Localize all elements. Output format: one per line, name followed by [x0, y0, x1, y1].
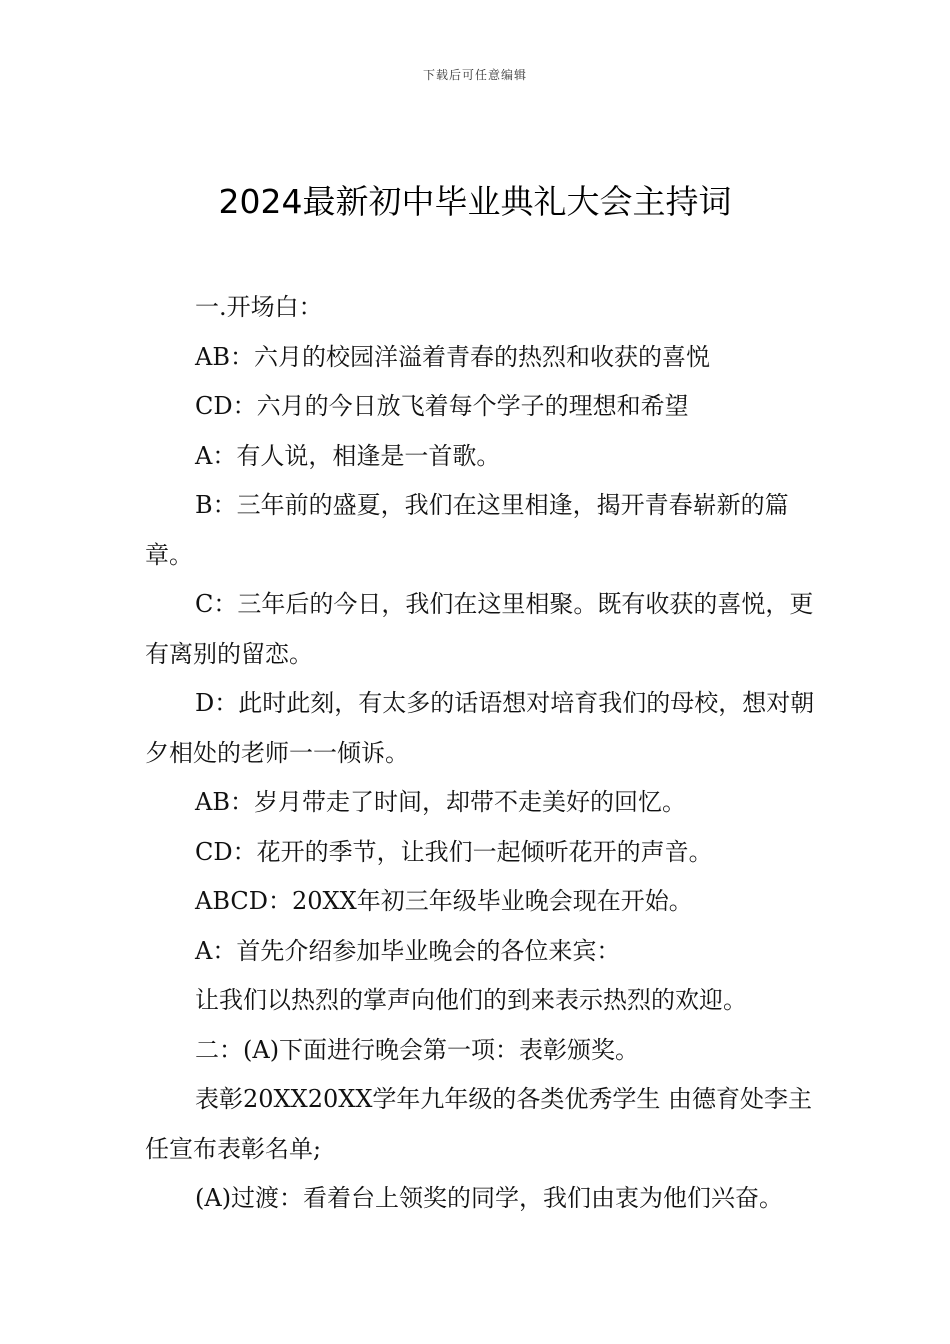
paragraph: ABCD：20XX年初三年级毕业晚会现在开始。	[195, 887, 693, 915]
paragraph: B：三年前的盛夏，我们在这里相逢，揭开青春崭新的篇章。	[145, 491, 789, 569]
paragraph: A：首先介绍参加毕业晚会的各位来宾：	[195, 936, 621, 965]
paragraph: AB：六月的校园洋溢着青春的热烈和收获的喜悦	[195, 342, 710, 371]
paragraph: 表彰20XX20XX学年九年级的各类优秀学生 由德育处李主任宣布表彰名单;	[145, 1085, 813, 1163]
page-header-note: 下载后可任意编辑	[422, 68, 527, 82]
document-title: 2024最新初中毕业典礼大会主持词	[218, 182, 732, 221]
paragraph: C：三年后的今日，我们在这里相聚。既有收获的喜悦，更有离别的留恋。	[145, 590, 814, 668]
paragraph: A：有人说，相逢是一首歌。	[195, 441, 501, 470]
paragraph: CD：花开的季节，让我们一起倾听花开的声音。	[195, 837, 713, 866]
paragraph: AB：岁月带走了时间，却带不走美好的回忆。	[195, 788, 686, 816]
paragraph: (A)过渡：看着台上领奖的同学，我们由衷为他们兴奋。	[195, 1184, 784, 1212]
paragraph-opening: 一.开场白：	[195, 293, 323, 321]
paragraph: D：此时此刻，有太多的话语想对培育我们的母校，想对朝夕相处的老师一一倾诉。	[145, 689, 815, 767]
paragraph: CD：六月的今日放飞着每个学子的理想和希望	[195, 392, 689, 420]
paragraph-section-two: 二：(A)下面进行晚会第一项：表彰颁奖。	[195, 1035, 640, 1064]
document-body	[145, 283, 825, 1224]
paragraph: 让我们以热烈的掌声向他们的到来表示热烈的欢迎。	[195, 986, 747, 1014]
